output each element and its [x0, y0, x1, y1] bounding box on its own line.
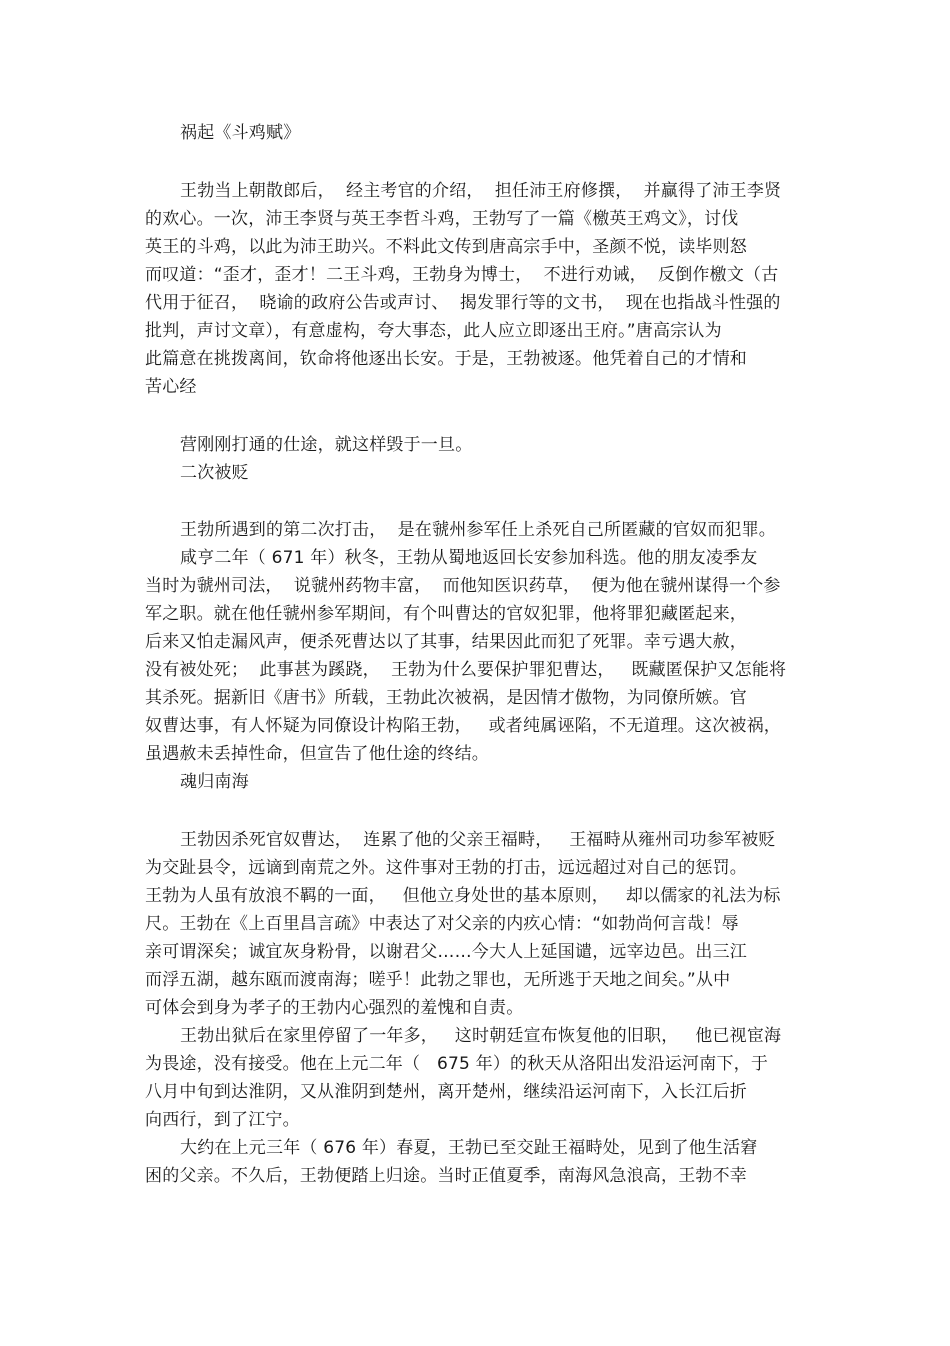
paragraph-line: 困的父亲。不久后，王勃便踏上归途。当时正值夏季，南海风急浪高，王勃不幸: [145, 1166, 747, 1186]
paragraph-line: 当时为虢州司法， 说虢州药物丰富， 而他知医识药草， 便为他在虢州谋得一个参: [145, 576, 781, 596]
paragraph-line: 的欢心。一次，沛王李贤与英王李哲斗鸡，王勃写了一篇《檄英王鸡文》，讨伐: [145, 209, 739, 229]
paragraph-line: 苦心经: [145, 377, 197, 397]
paragraph-line: 亲可谓深矣；诚宜灰身粉骨，以谢君父……今大人上延国谴，远宰边邑。出三江: [145, 942, 747, 962]
paragraph-line: 可体会到身为孝子的王勃内心强烈的羞愧和自责。: [145, 998, 524, 1018]
paragraph-line: 为交趾县令，远谪到南荒之外。这件事对王勃的打击，远远超过对自己的惩罚。: [145, 858, 747, 878]
paragraph-line: 军之职。就在他任虢州参军期间，有个叫曹达的官奴犯罪，他将罪犯藏匿起来，: [145, 604, 747, 624]
paragraph-line: 批判，声讨文章），有意虚构，夸大事态，此人应立即逐出王府。”唐高宗认为: [145, 321, 722, 341]
paragraph-line: 代用于征召， 晓谕的政府公告或声讨、 揭发罪行等的文书， 现在也指战斗性强的: [145, 293, 781, 313]
paragraph-line: 奴曹达事，有人怀疑为同僚设计构陷王勃， 或者纯属诬陷，不无道理。这次被祸，: [145, 716, 782, 736]
paragraph-line: 大约在上元三年（ 676 年）春夏，王勃已至交趾王福畤处，见到了他生活窘: [180, 1138, 758, 1158]
paragraph-line: 王勃为人虽有放浪不羁的一面， 但他立身处世的基本原则， 却以儒家的礼法为标: [145, 886, 781, 906]
section-heading: 魂归南海: [180, 772, 249, 792]
paragraph-line: 而浮五湖，越东瓯而渡南海；嗟乎！此勃之罪也，无所逃于天地之间矣。”从中: [145, 970, 731, 990]
section-heading: 二次被贬: [180, 463, 249, 483]
section-heading: 祸起《斗鸡赋》: [180, 123, 301, 143]
paragraph-line: 王勃当上朝散郎后， 经主考官的介绍， 担任沛王府修撰， 并赢得了沛王李贤: [180, 181, 782, 201]
paragraph-line: 王勃出狱后在家里停留了一年多， 这时朝廷宣布恢复他的旧职， 他已视宦海: [180, 1026, 782, 1046]
paragraph-line: 营刚刚打通的仕途，就这样毁于一旦。: [180, 435, 473, 455]
paragraph-line: 后来又怕走漏风声，便杀死曹达以了其事，结果因此而犯了死罪。幸亏遇大赦，: [145, 632, 747, 652]
paragraph-line: 此篇意在挑拨离间，钦命将他逐出长安。于是，王勃被逐。他凭着自己的才情和: [145, 349, 747, 369]
paragraph-line: 英王的斗鸡，以此为沛王助兴。不料此文传到唐高宗手中，圣颜不悦，读毕则怒: [145, 237, 747, 257]
paragraph-line: 王勃所遇到的第二次打击， 是在虢州参军任上杀死自己所匿藏的官奴而犯罪。: [180, 520, 777, 540]
paragraph-line: 王勃因杀死官奴曹达， 连累了他的父亲王福畤， 王福畤从雍州司功参军被贬: [180, 830, 776, 850]
paragraph-line: 咸亨二年（ 671 年）秋冬，王勃从蜀地返回长安参加科选。他的朋友凌季友: [180, 548, 758, 568]
paragraph-line: 为畏途，没有接受。他在上元二年（ 675 年）的秋天从洛阳出发沿运河南下，于: [145, 1054, 769, 1074]
paragraph-line: 而叹道：“歪才，歪才！二王斗鸡，王勃身为博士， 不进行劝诫， 反倒作檄文（古: [145, 265, 779, 285]
paragraph-line: 虽遇赦未丢掉性命，但宣告了他仕途的终结。: [145, 744, 489, 764]
paragraph-line: 八月中旬到达淮阴，又从淮阴到楚州，离开楚州，继续沿运河南下，入长江后折: [145, 1082, 747, 1102]
paragraph-line: 向西行，到了江宁。: [145, 1110, 300, 1130]
paragraph-line: 尺。王勃在《上百里昌言疏》中表达了对父亲的内疚心情：“如勃尚何言哉！辱: [145, 914, 739, 934]
paragraph-line: 没有被处死； 此事甚为蹊跷， 王勃为什么要保护罪犯曹达， 既藏匿保护又怎能将: [145, 660, 787, 680]
paragraph-line: 其杀死。据新旧《唐书》所载，王勃此次被祸，是因情才傲物，为同僚所嫉。官: [145, 688, 747, 708]
